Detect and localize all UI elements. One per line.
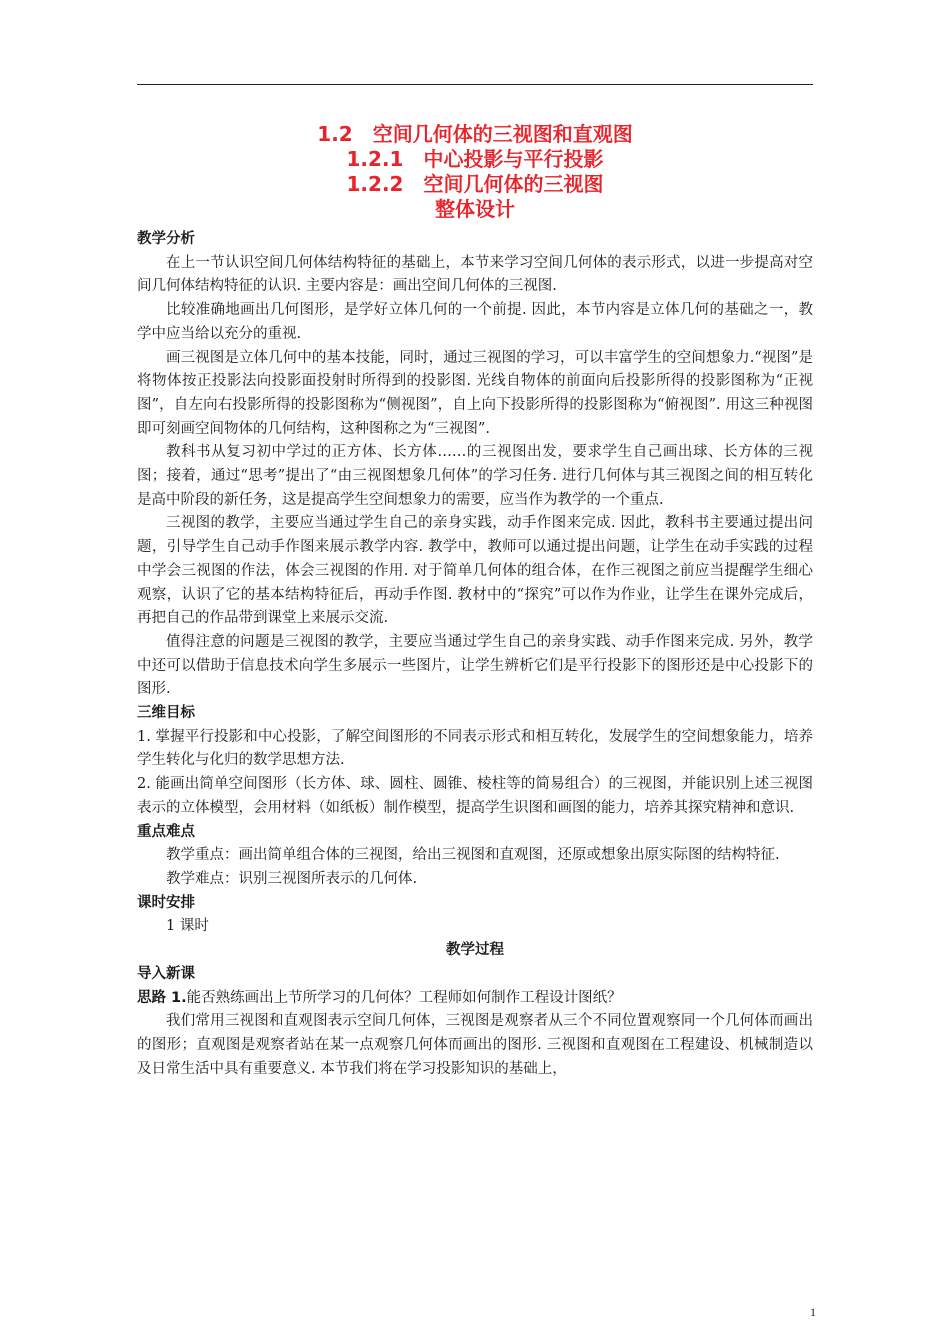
title-section-1-2: 1.2 空间几何体的三视图和直观图: [317, 122, 633, 146]
idea-1-line: [137, 987, 813, 1011]
header-rule: [137, 84, 813, 85]
analysis-paragraph: 教科书从复习初中学过的正方体、长方体……的三视图出发，要求学生自己画出球、长方体的三视图；接着，通过“思考”提出了“由三视图想象几何体”的学习任务. 进行几何体与其三视图之间的相互转化是高中阶段的新任务，这是提高学生空间想象力的需要，应当作为教学的一个重点.: [137, 444, 813, 508]
title-overall-design: 整体设计: [435, 197, 515, 221]
schedule-text: 1 课时: [166, 918, 209, 935]
analysis-paragraph: 三视图的教学，主要应当通过学生自己的亲身实践，动手作图来完成. 因此，教科书主要通过提出问题，引导学生自己动手作图来展示教学内容. 教学中，教师可以通过提出问题，让学生在动手实践的过程中学会三视图的作法，体会三视图的作用. 对于简单几何体的组合体，在作三视图之前应当提醒学生细心观察，认识了它的基本结构特征后，再动手作图. 教材中的“探究”可以作为作业，让学生在课外完成后，再把自己的作品带到课堂上来展示交流.: [137, 515, 813, 627]
difficulty-paragraph: 教学难点：识别三视图所表示的几何体.: [166, 870, 418, 887]
heading-intro: 导入新课: [137, 965, 195, 982]
idea-1-label: 思路 1.: [137, 989, 187, 1006]
heading-three-dimensional-goals: 三维目标: [137, 705, 195, 722]
key-point-paragraph: 教学重点：画出简单组合体的三视图，给出三视图和直观图，还原或想象出原实际图的结构特征.: [166, 847, 780, 864]
analysis-paragraph: 值得注意的问题是三视图的教学，主要应当通过学生自己的亲身实践、动手作图来完成. 另外，教学中还可以借助于信息技术向学生多展示一些图片，让学生辨析它们是平行投影下的图形还是中心投影下的图形.: [137, 633, 813, 698]
document-body: [137, 122, 813, 1081]
heading-teaching-analysis: 教学分析: [137, 231, 195, 247]
heading-teaching-process: 教学过程: [446, 942, 504, 959]
title-section-1-2-2: 1.2.2 空间几何体的三视图: [346, 172, 604, 196]
heading-schedule: 课时安排: [137, 894, 195, 911]
intro-paragraph: 我们常用三视图和直观图表示空间几何体，三视图是观察者从三个不同位置观察同一个几何体而画出的图形；直观图是观察者站在某一点观察几何体而画出的图形. 三视图和直观图在工程建设、机械制造以及日常生活中具有重要意义. 本节我们将在学习投影知识的基础上，: [137, 1013, 813, 1077]
goal-item: 1. 掌握平行投影和中心投影，了解空间图形的不同表示形式和相互转化，发展学生的空间想象能力，培养学生转化与化归的数学思想方法.: [137, 728, 813, 769]
title-section-1-2-1: 1.2.1 中心投影与平行投影: [346, 147, 604, 171]
idea-1-text: 能否熟练画出上节所学习的几何体？工程师如何制作工程设计图纸？: [186, 989, 622, 1006]
goal-item: 2. 能画出简单空间图形（长方体、球、圆柱、圆锥、棱柱等的简易组合）的三视图，并能识别上述三视图表示的立体模型，会用材料（如纸板）制作模型，提高学生识图和画图的能力，培养其探究精神和意识.: [137, 776, 813, 816]
analysis-paragraph: 在上一节认识空间几何体结构特征的基础上，本节来学习空间几何体的表示形式，以进一步提高对空间几何体结构特征的认识. 主要内容是：画出空间几何体的三视图.: [137, 254, 813, 295]
page-number: 1: [810, 1305, 816, 1319]
analysis-paragraph: 比较准确地画出几何图形，是学好立体几何的一个前提. 因此，本节内容是立体几何的基础之一，教学中应当给以充分的重视.: [137, 302, 813, 342]
analysis-paragraph: 画三视图是立体几何中的基本技能，同时，通过三视图的学习，可以丰富学生的空间想象力.“视图”是将物体按正投影法向投影面投射时所得到的投影图. 光线自物体的前面向后投影所得的投影图称为“正视图”，自左向右投影所得的投影图称为“侧视图”，自上向下投影所得的投影图称为“俯视图”. 用这三种视图即可刻画空间物体的几何结构，这种图称之为“三视图”.: [137, 349, 813, 437]
heading-key-points: 重点难点: [137, 823, 195, 840]
